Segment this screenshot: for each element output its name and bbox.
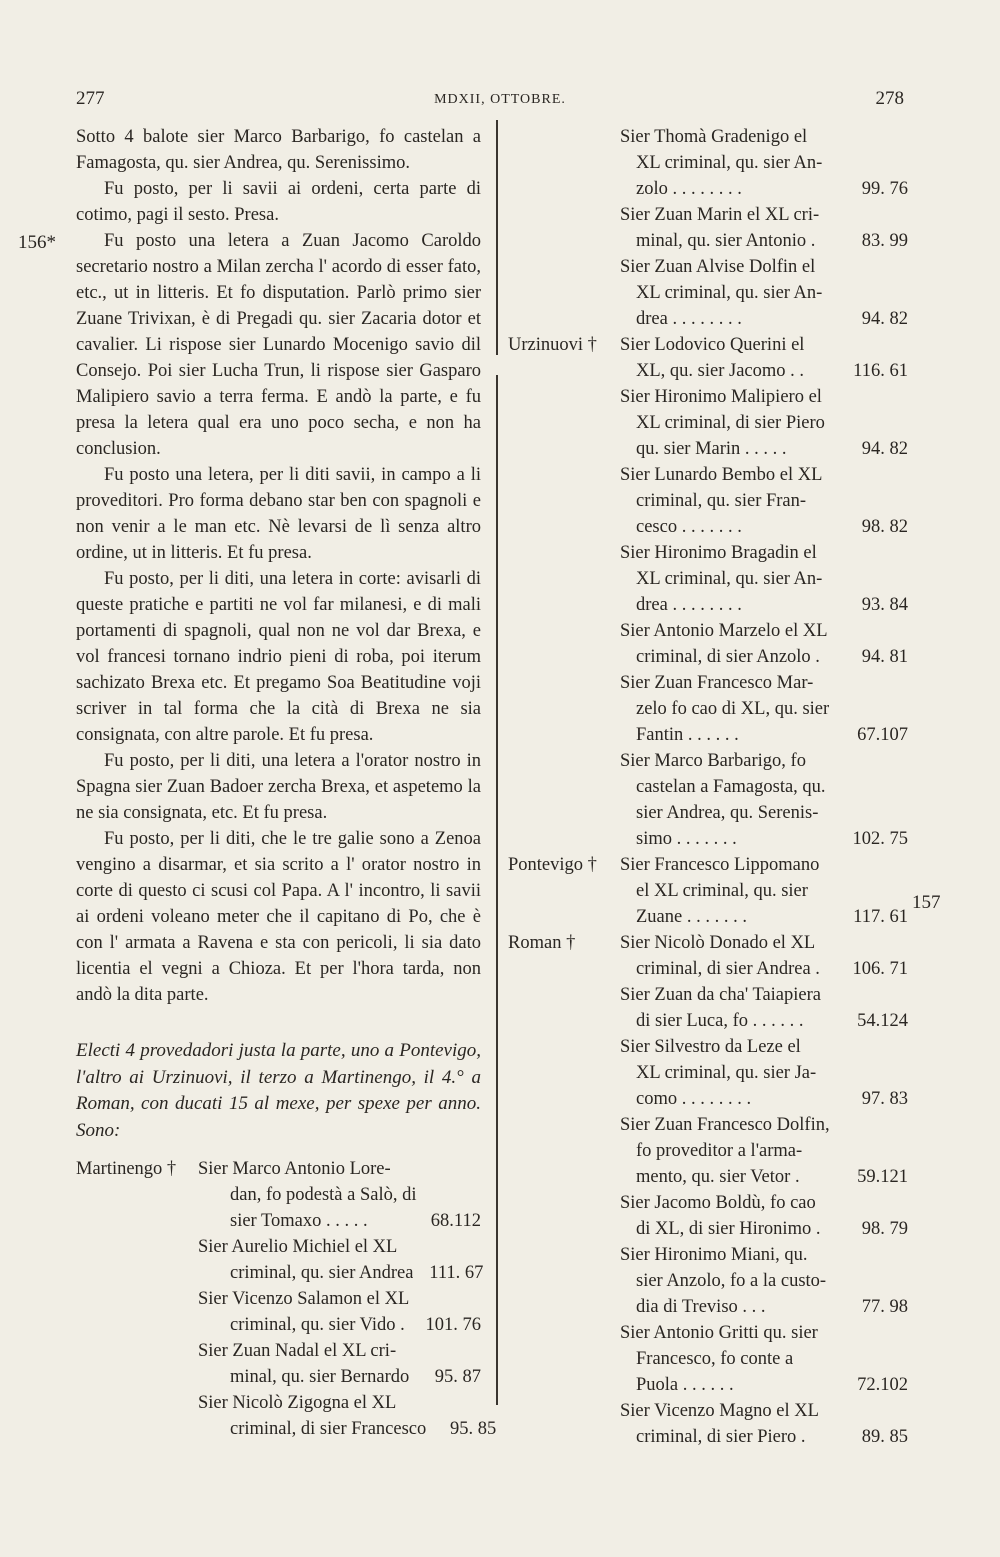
vote-count: 94. 82 (861, 439, 908, 459)
candidate-entry (508, 852, 908, 930)
vote-count: 77. 98 (861, 1297, 908, 1317)
vote-count: 106. 71 (852, 959, 908, 979)
candidate-entry (508, 1242, 908, 1320)
candidate-entry (508, 930, 908, 982)
candidate-entry (508, 748, 908, 852)
paragraph: Fu posto, per li diti, una letera a l'orator nostro in Spagna sier Zuan Badoer zercha Brexa, et aspetemo la ne sia consignata, etc. Et fu presa. (76, 751, 481, 823)
candidate-text: XL criminal, di sier Piero (636, 413, 825, 433)
candidate-text: zolo . . . . . . . . (636, 179, 742, 199)
vote-count: 94. 81 (861, 647, 908, 667)
candidate-text: Sier Zuan da cha' Taiapiera (620, 985, 821, 1005)
candidate-entry (508, 982, 908, 1034)
left-page-number: 277 (76, 88, 105, 109)
district-label (508, 982, 620, 1034)
candidate-text: Sier Aurelio Michiel el XL (198, 1237, 398, 1257)
candidate-text: mento, qu. sier Vetor . (636, 1167, 800, 1187)
candidate-text: Sier Zuan Francesco Dolfin, (620, 1115, 830, 1135)
candidate-text: criminal, qu. sier Andrea (230, 1263, 414, 1283)
paragraph: Fu posto una letera a Zuan Jacomo Caroldo secretario nostro a Milan zercha l' acordo di esser fato, etc., ut in litteris. Et fo disputation. Parlò primo sier Zuane Trivixan, è di Pregadi qu. sier Zacaria dotor et cavalier. Li rispose sier Lunardo Mocenigo savio dil Consejo. Poi sier Lucha Trun, li rispose sier Gasparo Malipiero savio a terra ferma. E andò la parte, e fu presa la letera qual era uno poco secha, e non ha conclusion. (76, 231, 481, 459)
candidate-text: criminal, di sier Francesco (230, 1419, 427, 1439)
district-label (508, 202, 620, 254)
candidate-text: criminal, qu. sier Fran- (636, 491, 807, 511)
candidate-text: XL criminal, qu. sier An- (636, 569, 823, 589)
candidate-entry (508, 1190, 908, 1242)
vote-count: 68.112 (430, 1211, 481, 1231)
candidate-text: criminal, di sier Anzolo . (636, 647, 820, 667)
candidate-text: XL criminal, qu. sier An- (636, 283, 823, 303)
candidate-text: minal, qu. sier Antonio . (636, 231, 816, 251)
district-label (508, 1112, 620, 1190)
district-label (508, 1320, 620, 1398)
vote-count: 54.124 (857, 1011, 908, 1031)
district-label (508, 540, 620, 618)
candidate-text: Sier Vicenzo Salamon el XL (198, 1289, 410, 1309)
candidate-list-left (76, 1156, 497, 1442)
candidate-text: Sier Lunardo Bembo el XL (620, 465, 823, 485)
candidate-text: criminal, di sier Piero . (636, 1427, 806, 1447)
vote-count: 72.102 (857, 1375, 908, 1395)
candidate-text: cesco . . . . . . . (636, 517, 742, 537)
candidate-text: criminal, di sier Andrea . (636, 959, 820, 979)
vote-count: 98. 82 (861, 517, 908, 537)
vote-count: 59.121 (857, 1167, 908, 1187)
district-label: Roman † (508, 933, 576, 953)
candidate-entry (76, 1156, 481, 1234)
left-column (76, 124, 497, 1442)
district-label (508, 462, 620, 540)
candidate-text: XL, qu. sier Jacomo . . (636, 361, 805, 381)
candidate-text: qu. sier Marin . . . . . (636, 439, 787, 459)
candidate-entry (508, 618, 908, 670)
candidate-text: di XL, di sier Hironimo . (636, 1219, 821, 1239)
candidate-entry (508, 1320, 908, 1398)
candidate-text: Sier Hironimo Miani, qu. (620, 1245, 808, 1265)
candidate-text: XL criminal, qu. sier An- (636, 153, 823, 173)
vote-count: 97. 83 (861, 1089, 908, 1109)
candidate-entry (508, 670, 908, 748)
candidate-entry (76, 1286, 481, 1338)
candidate-entry (508, 1398, 908, 1450)
candidate-text: Sier Thomà Gradenigo el (620, 127, 808, 147)
vote-count: 117. 61 (853, 907, 908, 927)
candidate-text: sier Andrea, qu. Serenis- (636, 803, 819, 823)
district-label (508, 1398, 620, 1450)
district-label (76, 1234, 198, 1286)
paragraph: Fu posto una letera, per li diti savii, in campo a li proveditori. Pro forma debano star ben con spagnoli e non venir a le man etc. Nè levarsi de lì senza altro ordine, ut in litteris. Et fu presa. (76, 465, 481, 563)
candidate-text: Sier Zuan Francesco Mar- (620, 673, 814, 693)
candidate-text: Sier Nicolò Donado el XL (620, 933, 816, 953)
running-title: MDXII, OTTOBRE. (434, 92, 566, 107)
vote-count: 101. 76 (425, 1315, 481, 1335)
candidate-text: sier Anzolo, fo a la custo- (636, 1271, 827, 1291)
district-label (508, 384, 620, 462)
candidate-text: Sier Zuan Alvise Dolfin el (620, 257, 816, 277)
candidate-text: criminal, qu. sier Vido . (230, 1315, 405, 1335)
candidate-text: Sier Jacomo Boldù, fo cao (620, 1193, 816, 1213)
candidate-text: como . . . . . . . . (636, 1089, 752, 1109)
candidate-text: Zuane . . . . . . . (636, 907, 747, 927)
district-label (508, 124, 620, 202)
candidate-text: Sier Hironimo Malipiero el (620, 387, 822, 407)
candidate-text: Fantin . . . . . . (636, 725, 739, 745)
candidate-text: Puola . . . . . . (636, 1375, 734, 1395)
candidate-entry (508, 384, 908, 462)
candidate-text: simo . . . . . . . (636, 829, 737, 849)
candidate-text: Sier Francesco Lippomano (620, 855, 820, 875)
district-label (76, 1338, 198, 1390)
candidate-text: Sier Antonio Gritti qu. sier (620, 1323, 818, 1343)
candidate-text: Sier Nicolò Zigogna el XL (198, 1393, 397, 1413)
paragraph: Fu posto, per li savii ai ordeni, certa parte di cotimo, pagi il sesto. Presa. (76, 179, 481, 225)
candidate-entry (508, 540, 908, 618)
candidate-text: drea . . . . . . . . (636, 309, 742, 329)
candidate-entry (508, 462, 908, 540)
candidate-entry (508, 1112, 908, 1190)
election-heading: Electi 4 provedadori justa la parte, uno a Pontevigo, l'altro ai Urzinuovi, il terzo a Martinengo, il 4.° a Roman, con ducati 15 al mexe, per spexe per anno. Sono: (76, 1040, 481, 1141)
candidate-text: dia di Treviso . . . (636, 1297, 766, 1317)
margin-mark-157: 157 (912, 892, 941, 913)
candidate-text: XL criminal, qu. sier Ja- (636, 1063, 817, 1083)
vote-count: 67.107 (857, 725, 908, 745)
candidate-text: zelo fo cao di XL, qu. sier (636, 699, 830, 719)
candidate-list-right (508, 124, 908, 1450)
vote-count: 89. 85 (861, 1427, 908, 1447)
district-label: Urzinuovi † (508, 335, 597, 355)
vote-count: 95. 87 (434, 1367, 481, 1387)
district-label (508, 1190, 620, 1242)
candidate-text: Francesco, fo conte a (636, 1349, 794, 1369)
candidate-text: castelan a Famagosta, qu. (636, 777, 826, 797)
right-column (508, 124, 908, 1450)
candidate-text: fo proveditor a l'arma- (636, 1141, 803, 1161)
district-label (76, 1286, 198, 1338)
district-label: Pontevigo † (508, 855, 597, 875)
candidate-entry (76, 1234, 484, 1286)
candidate-text: Sier Zuan Nadal el XL cri- (198, 1341, 397, 1361)
candidate-text: Sier Zuan Marin el XL cri- (620, 205, 820, 225)
vote-count: 102. 75 (852, 829, 908, 849)
candidate-text: Sier Hironimo Bragadin el (620, 543, 817, 563)
candidate-entry (508, 1034, 908, 1112)
right-page-number: 278 (875, 88, 904, 109)
candidate-entry (508, 254, 908, 332)
vote-count: 99. 76 (861, 179, 908, 199)
candidate-text: sier Tomaxo . . . . . (230, 1211, 368, 1231)
district-label: Martinengo † (76, 1159, 177, 1179)
candidate-text: Sier Silvestro da Leze el (620, 1037, 801, 1057)
vote-count: 95. 85 (450, 1419, 497, 1439)
candidate-text: Sier Vicenzo Magno el XL (620, 1401, 819, 1421)
vote-count: 94. 82 (861, 309, 908, 329)
paragraph: Sotto 4 balote sier Marco Barbarigo, fo castelan a Famagosta, qu. sier Andrea, qu. Serenissimo. (76, 127, 481, 173)
candidate-text: Sier Lodovico Querini el (620, 335, 805, 355)
candidate-text: minal, qu. sier Bernardo (230, 1367, 410, 1387)
paragraph: Fu posto, per li diti, che le tre galie sono a Zenoa vengino a disarmar, et sia scrito a l' orator nostro in corte di questo ci scusi col Papa. A l' incontro, li savii ai ordeni voleano meter che il capitano di Po, che è con l' armata a Ravena e sta con pericoli, li sia dato licentia el vegni a Chioza. Et per l'hora tarda, non andò la dita parte. (76, 829, 481, 1005)
vote-count: 111. 67 (429, 1263, 484, 1283)
candidate-entry (508, 332, 908, 384)
district-label (508, 670, 620, 748)
paragraph: Fu posto, per li diti, una letera in corte: avisarli di queste pratiche e partiti ne vol far milanesi, e di mali portamenti di spagnoli, qual non ne vol dar Brexa, e vol francesi tornano indrio pieni di roba, poi iterum sachizato Brexa etc. Et pregamo Soa Beatitudine voji scriver in tal forma che la cità di Brexa ne sia consignata, con altre parole. Et fu presa. (76, 569, 481, 745)
vote-count: 83. 99 (861, 231, 908, 251)
candidate-entry (508, 202, 908, 254)
candidate-text: el XL criminal, qu. sier (636, 881, 808, 901)
column-divider-top (496, 120, 498, 355)
candidate-text: Sier Marco Antonio Lore- (198, 1159, 391, 1179)
vote-count: 116. 61 (853, 361, 908, 381)
candidate-text: Sier Marco Barbarigo, fo (620, 751, 806, 771)
candidate-text: di sier Luca, fo . . . . . . (636, 1011, 804, 1031)
district-label (508, 618, 620, 670)
district-label (508, 748, 620, 852)
candidate-entry (76, 1338, 481, 1390)
district-label (508, 1242, 620, 1320)
candidate-entry (508, 124, 908, 202)
candidate-text: dan, fo podestà a Salò, di (230, 1185, 417, 1205)
margin-mark-156: 156* (18, 232, 56, 253)
candidate-text: Sier Antonio Marzelo el XL (620, 621, 828, 641)
vote-count: 98. 79 (861, 1219, 908, 1239)
vote-count: 93. 84 (861, 595, 908, 615)
district-label (508, 1034, 620, 1112)
district-label (76, 1390, 198, 1442)
column-divider-bottom (496, 375, 498, 1405)
candidate-text: drea . . . . . . . . (636, 595, 742, 615)
candidate-entry (76, 1390, 497, 1442)
district-label (508, 254, 620, 332)
